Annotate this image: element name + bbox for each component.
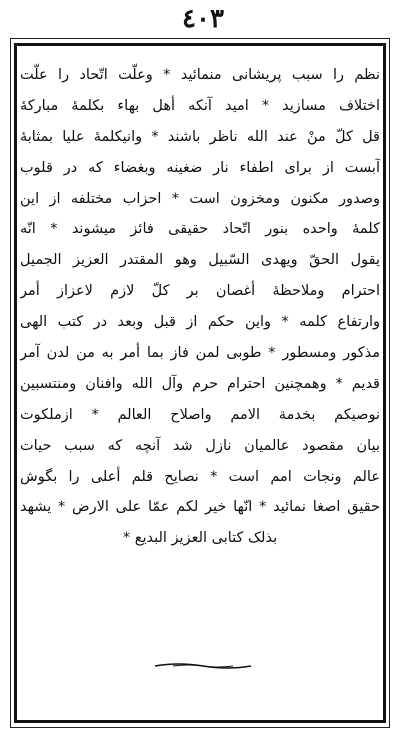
- text-line: قدیم * وهمچنین احترام حرم وآل الله وافنان ومنتسبین: [20, 375, 380, 392]
- text-line: وارتفاع کلمه * واین حکم از قبل وبعد در کتب الهی: [20, 314, 380, 331]
- text-line: نظم را سبب پریشانی منمائید * وعلّت اتّحاد را علّت: [20, 67, 380, 83]
- text-line: حقیق اصغا نمائید * انّها خیر لکم عمّا علی الارض * یشهد: [20, 499, 380, 516]
- text-line: احترام وملاحظهٔ أغصان بر کلّ لازم لاعزاز أمر: [20, 283, 380, 300]
- text-line: مذکور ومسطور * طوبی لمن فاز بما أمر به من لدن آمر: [20, 345, 380, 362]
- text-line: بذلک کتابی العزیز البدیع *: [122, 530, 278, 547]
- text-line: کلمهٔ واحده بنور اتّحاد حقیقی فائز میشوند * انّه: [20, 221, 380, 238]
- body-text: [20, 60, 380, 554]
- text-line: قل کلّ منْ عند الله ناظر باشند * وانیکلمهٔ علیا بمثابهٔ: [20, 128, 380, 145]
- text-line: وصدور مکنون ومخزون است * احزاب مختلفه از این: [20, 190, 380, 207]
- text-line: عالم ونجات امم است * نصایح قلم أعلی را بگوش: [20, 468, 380, 485]
- page-number: ٤٠٣: [182, 4, 224, 34]
- text-line: یقول الحقّ ویهدی السّبیل وهو المقتدر العزیز الجمیل: [20, 252, 380, 269]
- ornament-divider: [153, 660, 253, 672]
- text-line: اختلاف مسازید * امید آنکه أهل بهاء بکلمهٔ مبارکهٔ: [20, 97, 380, 114]
- text-line: آبست از برای اطفاء نار ضغینه وبغضاء که در قلوب: [20, 159, 380, 176]
- text-line: نوصیکم بخدمة الامم واصلاح العالم * ازملکوت: [20, 406, 380, 423]
- text-line: بیان مقصود عالمیان نازل شد آنچه که سبب حیات: [20, 437, 380, 454]
